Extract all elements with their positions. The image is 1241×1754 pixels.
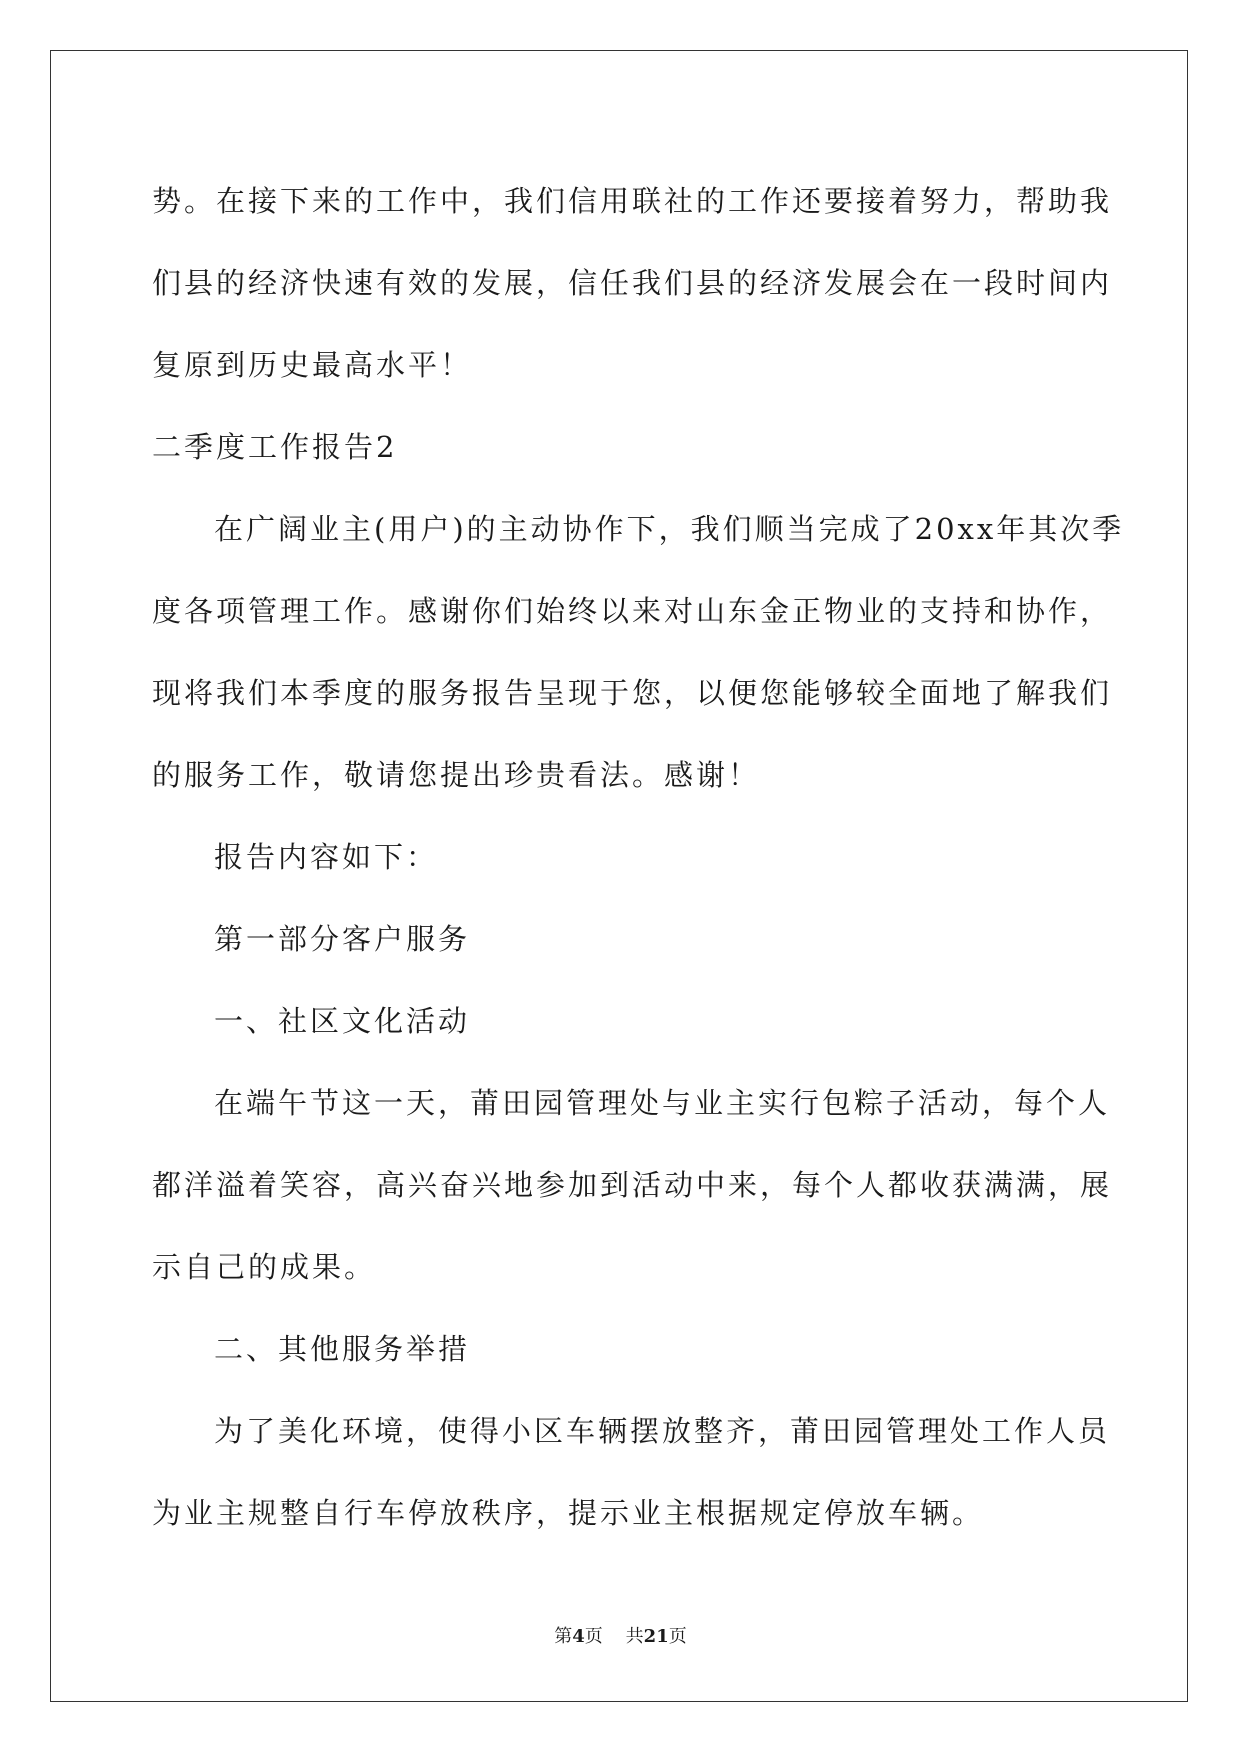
subsection-heading: 第一部分客户服务 bbox=[214, 922, 471, 956]
paragraph-line: 复原到历史最高水平！ bbox=[152, 348, 473, 382]
total-pages: 21 bbox=[643, 1626, 669, 1647]
page-prefix: 第 bbox=[554, 1626, 573, 1647]
paragraph-line: 现将我们本季度的服务报告呈现于您，以便您能够较全面地了解我们 bbox=[152, 676, 1113, 710]
paragraph-line: 势。在接下来的工作中，我们信用联社的工作还要接着努力，帮助我 bbox=[152, 184, 1113, 218]
paragraph-line: 们县的经济快速有效的发展，信任我们县的经济发展会在一段时间内 bbox=[152, 266, 1113, 300]
paragraph-line: 报告内容如下： bbox=[214, 840, 439, 874]
paragraph-line: 度各项管理工作。感谢你们始终以来对山东金正物业的支持和协作， bbox=[152, 594, 1113, 628]
paragraph-line: 为了美化环境，使得小区车辆摆放整齐，莆田园管理处工作人员 bbox=[214, 1414, 1111, 1448]
total-prefix: 共 bbox=[625, 1626, 644, 1647]
subsection-heading: 一、社区文化活动 bbox=[214, 1004, 471, 1038]
document-body bbox=[152, 160, 1125, 1554]
paragraph-line: 示自己的成果。 bbox=[152, 1250, 377, 1284]
page-footer bbox=[0, 1622, 1241, 1648]
section-heading: 二季度工作报告2 bbox=[152, 430, 398, 464]
paragraph-line: 都洋溢着笑容，高兴奋兴地参加到活动中来，每个人都收获满满，展 bbox=[152, 1168, 1113, 1202]
total-suffix: 页 bbox=[668, 1626, 687, 1647]
page-number: 4 bbox=[572, 1626, 585, 1647]
paragraph-line: 在端午节这一天，莆田园管理处与业主实行包粽子活动，每个人 bbox=[214, 1086, 1111, 1120]
page-suffix: 页 bbox=[584, 1626, 603, 1647]
paragraph-line: 为业主规整自行车停放秩序，提示业主根据规定停放车辆。 bbox=[152, 1496, 985, 1530]
subsection-heading: 二、其他服务举措 bbox=[214, 1332, 471, 1366]
paragraph-line: 在广阔业主(用户)的主动协作下，我们顺当完成了20xx年其次季 bbox=[214, 512, 1125, 546]
paragraph-line: 的服务工作，敬请您提出珍贵看法。感谢！ bbox=[152, 758, 761, 792]
